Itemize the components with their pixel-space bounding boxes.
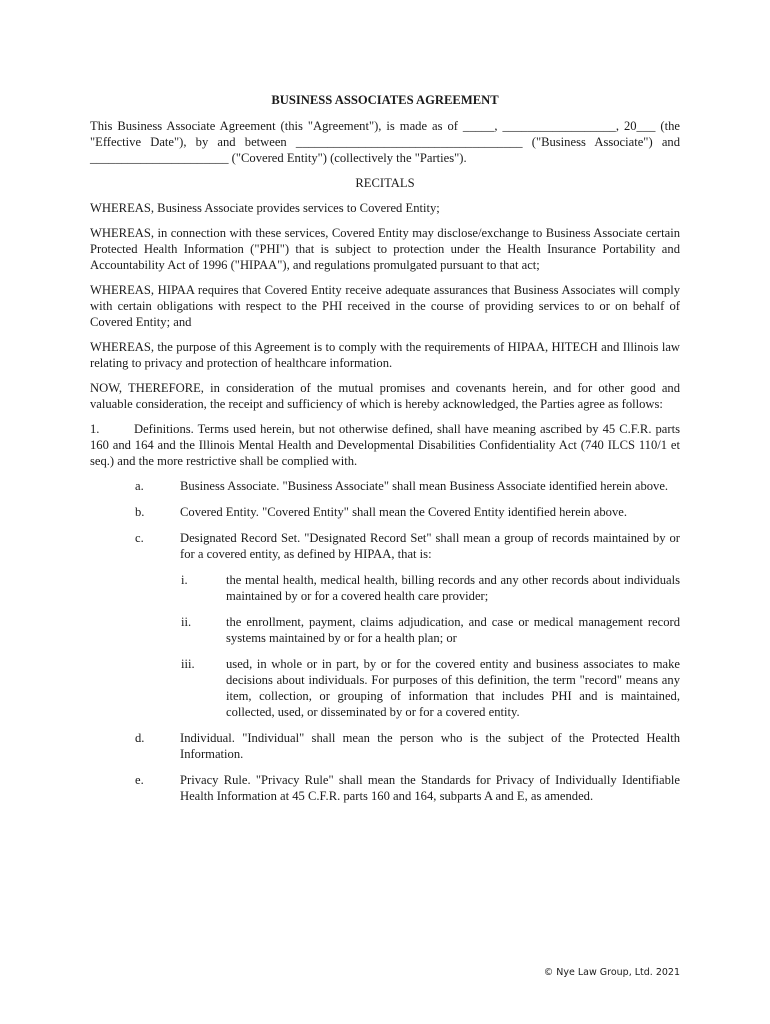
definition-item xyxy=(90,530,680,562)
definition-item xyxy=(90,478,680,494)
item-marker: b. xyxy=(135,505,145,519)
definition-subitem xyxy=(90,656,680,720)
item-marker: c. xyxy=(135,531,144,545)
definition-item xyxy=(90,730,680,762)
recital-paragraph: WHEREAS, in connection with these services, Covered Entity may disclose/exchange to Business Associate certain Protected Health Information ("PHI") that is subject to protection under the Health Insurance Portability and Accountability Act of 1996 ("HIPAA"), and regulations promulgated pursuant to that act; xyxy=(90,226,680,272)
recitals-heading: RECITALS xyxy=(355,176,415,190)
recital-paragraph: WHEREAS, the purpose of this Agreement is to comply with the requirements of HIPAA, HITECH and Illinois law relating to privacy and protection of healthcare information. xyxy=(90,340,680,370)
section-text: Definitions. Terms used herein, but not otherwise defined, shall have meaning ascribed by 45 C.F.R. parts 160 and 164 and the Illinois Mental Health and Developmental Disabilities Confidentiality Act (740 ILCS 110/1 et seq.) and the more restrictive shall be complied with. xyxy=(90,422,680,468)
item-text: Business Associate. "Business Associate" shall mean Business Associate identified herein above. xyxy=(180,479,669,493)
recital-paragraph: WHEREAS, Business Associate provides services to Covered Entity; xyxy=(90,201,440,215)
definition-item xyxy=(90,504,680,520)
item-text: Designated Record Set. "Designated Record Set" shall mean a group of records maintained by or for a covered entity, as defined by HIPAA, that is: xyxy=(180,531,680,561)
definition-item xyxy=(90,772,680,804)
section-number: 1. xyxy=(90,422,100,436)
intro-paragraph: This Business Associate Agreement (this "Agreement"), is made as of _____, __________________, 20___ (the "Effective Date"), by and between ____________________________________ ("Business Associate") and ______________________ ("Covered Entity") (collectively the "Parties"). xyxy=(90,119,680,165)
subitem-marker: i. xyxy=(181,573,188,587)
copyright-footer: © Nye Law Group, Ltd. 2021 xyxy=(543,967,680,978)
definitions-section xyxy=(90,421,680,469)
item-text: Privacy Rule. "Privacy Rule" shall mean the Standards for Privacy of Individually Identifiable Health Information at 45 C.F.R. parts 160 and 164, subparts A and E, as amended. xyxy=(180,773,680,803)
now-therefore-paragraph: NOW, THEREFORE, in consideration of the mutual promises and covenants herein, and for other good and valuable consideration, the receipt and sufficiency of which is hereby acknowledged, the Parties agree as follows: xyxy=(90,381,680,411)
document-title: BUSINESS ASSOCIATES AGREEMENT xyxy=(271,93,499,107)
subitem-text: the enrollment, payment, claims adjudication, and case or medical management record systems maintained by or for a health plan; or xyxy=(226,615,680,645)
item-marker: e. xyxy=(135,773,144,787)
subitem-marker: iii. xyxy=(181,657,195,671)
subitem-text: the mental health, medical health, billing records and any other records about individuals maintained by or for a covered health care provider; xyxy=(226,573,680,603)
definition-subitem xyxy=(90,614,680,646)
subitem-marker: ii. xyxy=(181,615,192,629)
item-marker: a. xyxy=(135,479,144,493)
item-text: Individual. "Individual" shall mean the person who is the subject of the Protected Health Information. xyxy=(180,731,680,761)
recital-paragraph: WHEREAS, HIPAA requires that Covered Entity receive adequate assurances that Business Associates will comply with certain obligations with respect to the PHI received in the course of providing services to or on behalf of Covered Entity; and xyxy=(90,283,680,329)
subitem-text: used, in whole or in part, by or for the covered entity and business associates to make decisions about individuals. For purposes of this definition, the term "record" means any item, collection, or grouping of information that includes PHI and is maintained, collected, used, or disseminated by or for a covered entity. xyxy=(226,657,680,719)
item-text: Covered Entity. "Covered Entity" shall mean the Covered Entity identified herein above. xyxy=(180,505,627,519)
definition-subitem xyxy=(90,572,680,604)
document-body xyxy=(90,92,680,814)
item-marker: d. xyxy=(135,731,145,745)
